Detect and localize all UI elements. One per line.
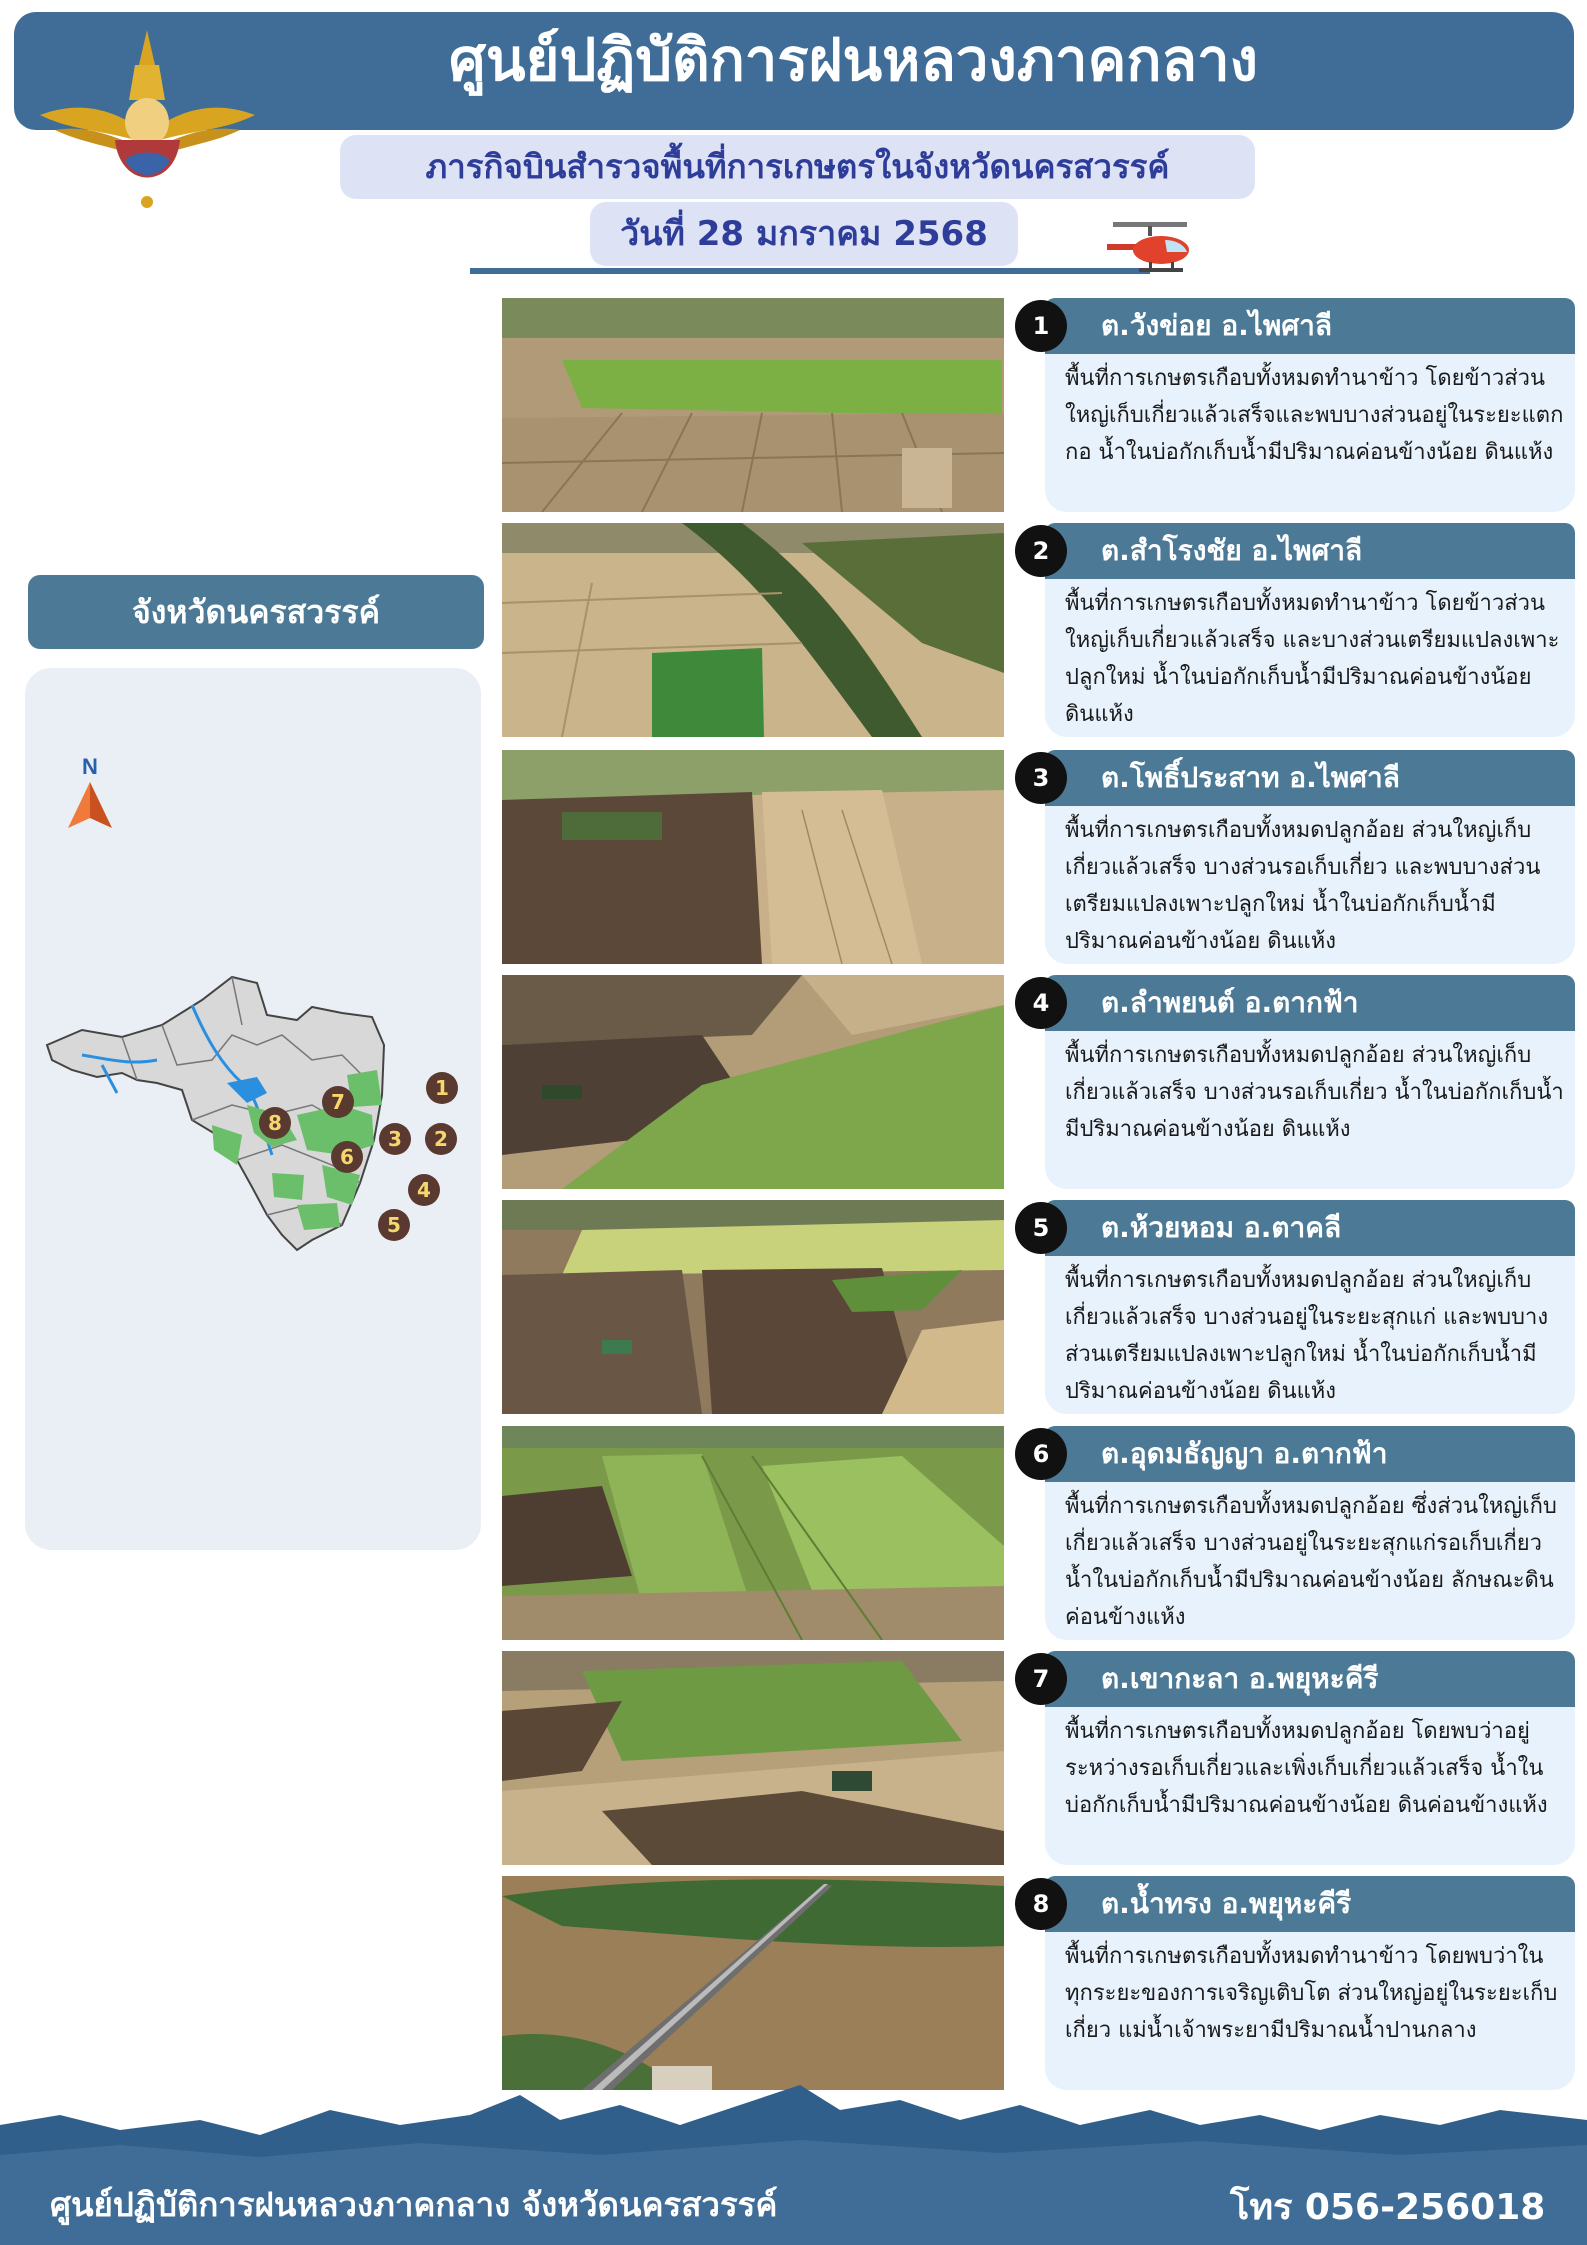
map-marker-3-label: 3: [388, 1127, 402, 1151]
location-title: ต.เขากะลา อ.พยุหะคีรี: [1045, 1651, 1575, 1707]
location-number-badge: 3: [1015, 752, 1067, 804]
location-card: [1015, 1876, 1575, 2094]
helicopter-icon: [1105, 218, 1195, 280]
divider: [470, 268, 1150, 274]
aerial-photo-6: [502, 1426, 1004, 1640]
location-card: [1015, 523, 1575, 741]
location-description: พื้นที่การเกษตรเกือบทั้งหมดปลูกอ้อย ส่วนใหญ่เก็บเกี่ยวแล้วเสร็จ บางส่วนรอเก็บเกี่ยว และพบบางส่วนเตรียมแปลงเพาะปลูกใหม่ น้ำในบ่อกักเก็บน้ำมีปริมาณค่อนข้างน้อย ดินแห้ง: [1045, 806, 1575, 964]
location-number-badge: 6: [1015, 1428, 1067, 1480]
location-number-badge: 8: [1015, 1878, 1067, 1930]
aerial-photo-3: [502, 750, 1004, 964]
province-label: จังหวัดนครสวรรค์: [28, 575, 484, 649]
location-title: ต.โพธิ์ประสาท อ.ไพศาลี: [1045, 750, 1575, 806]
location-card: [1015, 750, 1575, 968]
location-description: พื้นที่การเกษตรเกือบทั้งหมดปลูกอ้อย ส่วนใหญ่เก็บเกี่ยวแล้วเสร็จ บางส่วนอยู่ในระยะสุกแก่ และพบบางส่วนเตรียมแปลงเพาะปลูกใหม่ น้ำในบ่อกักเก็บน้ำมีปริมาณค่อนข้างน้อย ดินแห้ง: [1045, 1256, 1575, 1414]
aerial-photo-2: [502, 523, 1004, 737]
location-title: ต.วังข่อย อ.ไพศาลี: [1045, 298, 1575, 354]
location-title: ต.อุดมธัญญา อ.ตากฟ้า: [1045, 1426, 1575, 1482]
royal-rainmaking-emblem-icon: [40, 30, 255, 210]
aerial-photo-8: [502, 1876, 1004, 2090]
footer-phone: โทร 056-256018: [1230, 2187, 1546, 2228]
mission-date: วันที่ 28 มกราคม 2568: [590, 202, 1018, 266]
location-card: [1015, 298, 1575, 516]
location-title: ต.ลำพยนต์ อ.ตากฟ้า: [1045, 975, 1575, 1031]
aerial-photo-5: [502, 1200, 1004, 1414]
location-number-badge: 2: [1015, 525, 1067, 577]
map-marker-5-label: 5: [387, 1213, 401, 1237]
location-description: พื้นที่การเกษตรเกือบทั้งหมดปลูกอ้อย ซึ่งส่วนใหญ่เก็บเกี่ยวแล้วเสร็จ บางส่วนอยู่ในระยะสุกแก่รอเก็บเกี่ยว น้ำในบ่อกักเก็บน้ำมีปริมาณค่อนข้างน้อย ลักษณะดินค่อนข้างแห้ง: [1045, 1482, 1575, 1640]
map-marker-8-label: 8: [268, 1111, 282, 1135]
location-title: ต.สำโรงชัย อ.ไพศาลี: [1045, 523, 1575, 579]
location-card: [1015, 1426, 1575, 1644]
north-label: N: [82, 754, 98, 779]
location-card: [1015, 1651, 1575, 1869]
location-card: [1015, 1200, 1575, 1418]
footer-organization: ศูนย์ปฏิบัติการฝนหลวงภาคกลาง จังหวัดนครสวรรค์: [50, 2185, 778, 2224]
map-marker-2-label: 2: [434, 1127, 448, 1151]
mission-subtitle: ภารกิจบินสำรวจพื้นที่การเกษตรในจังหวัดนครสวรรค์: [340, 135, 1255, 199]
page-title: ศูนย์ปฏิบัติการฝนหลวงภาคกลาง: [449, 26, 1258, 94]
location-number-badge: 1: [1015, 300, 1067, 352]
aerial-photo-7: [502, 1651, 1004, 1865]
map-marker-6-label: 6: [340, 1145, 354, 1169]
location-description: พื้นที่การเกษตรเกือบทั้งหมดทำนาข้าว โดยพบว่าในทุกระยะของการเจริญเติบโต ส่วนใหญ่อยู่ในระยะเก็บเกี่ยว แม่น้ำเจ้าพระยามีปริมาณน้ำปานกลาง: [1045, 1932, 1575, 2090]
aerial-photo-4: [502, 975, 1004, 1189]
map-marker-1-label: 1: [435, 1076, 449, 1100]
location-description: พื้นที่การเกษตรเกือบทั้งหมดทำนาข้าว โดยข้าวส่วนใหญ่เก็บเกี่ยวแล้วเสร็จและพบบางส่วนอยู่ในระยะแตกกอ น้ำในบ่อกักเก็บน้ำมีปริมาณค่อนข้างน้อย ดินแห้ง: [1045, 354, 1575, 512]
map-marker-4-label: 4: [417, 1178, 431, 1202]
location-title: ต.ห้วยหอม อ.ตาคลี: [1045, 1200, 1575, 1256]
location-description: พื้นที่การเกษตรเกือบทั้งหมดทำนาข้าว โดยข้าวส่วนใหญ่เก็บเกี่ยวแล้วเสร็จ และบางส่วนเตรียมแปลงเพาะปลูกใหม่ น้ำในบ่อกักเก็บน้ำมีปริมาณค่อนข้างน้อย ดินแห้ง: [1045, 579, 1575, 737]
province-map: [42, 965, 472, 1255]
location-number-badge: 7: [1015, 1653, 1067, 1705]
location-number-badge: 5: [1015, 1202, 1067, 1254]
location-title: ต.น้ำทรง อ.พยุหะคีรี: [1045, 1876, 1575, 1932]
aerial-photo-1: [502, 298, 1004, 512]
location-description: พื้นที่การเกษตรเกือบทั้งหมดปลูกอ้อย ส่วนใหญ่เก็บเกี่ยวแล้วเสร็จ บางส่วนรอเก็บเกี่ยว น้ำในบ่อกักเก็บน้ำมีปริมาณค่อนข้างน้อย ดินแห้ง: [1045, 1031, 1575, 1189]
north-arrow-icon: [62, 752, 118, 832]
location-card: [1015, 975, 1575, 1193]
location-number-badge: 4: [1015, 977, 1067, 1029]
location-description: พื้นที่การเกษตรเกือบทั้งหมดปลูกอ้อย โดยพบว่าอยู่ระหว่างรอเก็บเกี่ยวและเพิ่งเก็บเกี่ยวแล้วเสร็จ น้ำในบ่อกักเก็บน้ำมีปริมาณค่อนข้างน้อย ดินค่อนข้างแห้ง: [1045, 1707, 1575, 1865]
map-marker-7-label: 7: [331, 1090, 345, 1114]
